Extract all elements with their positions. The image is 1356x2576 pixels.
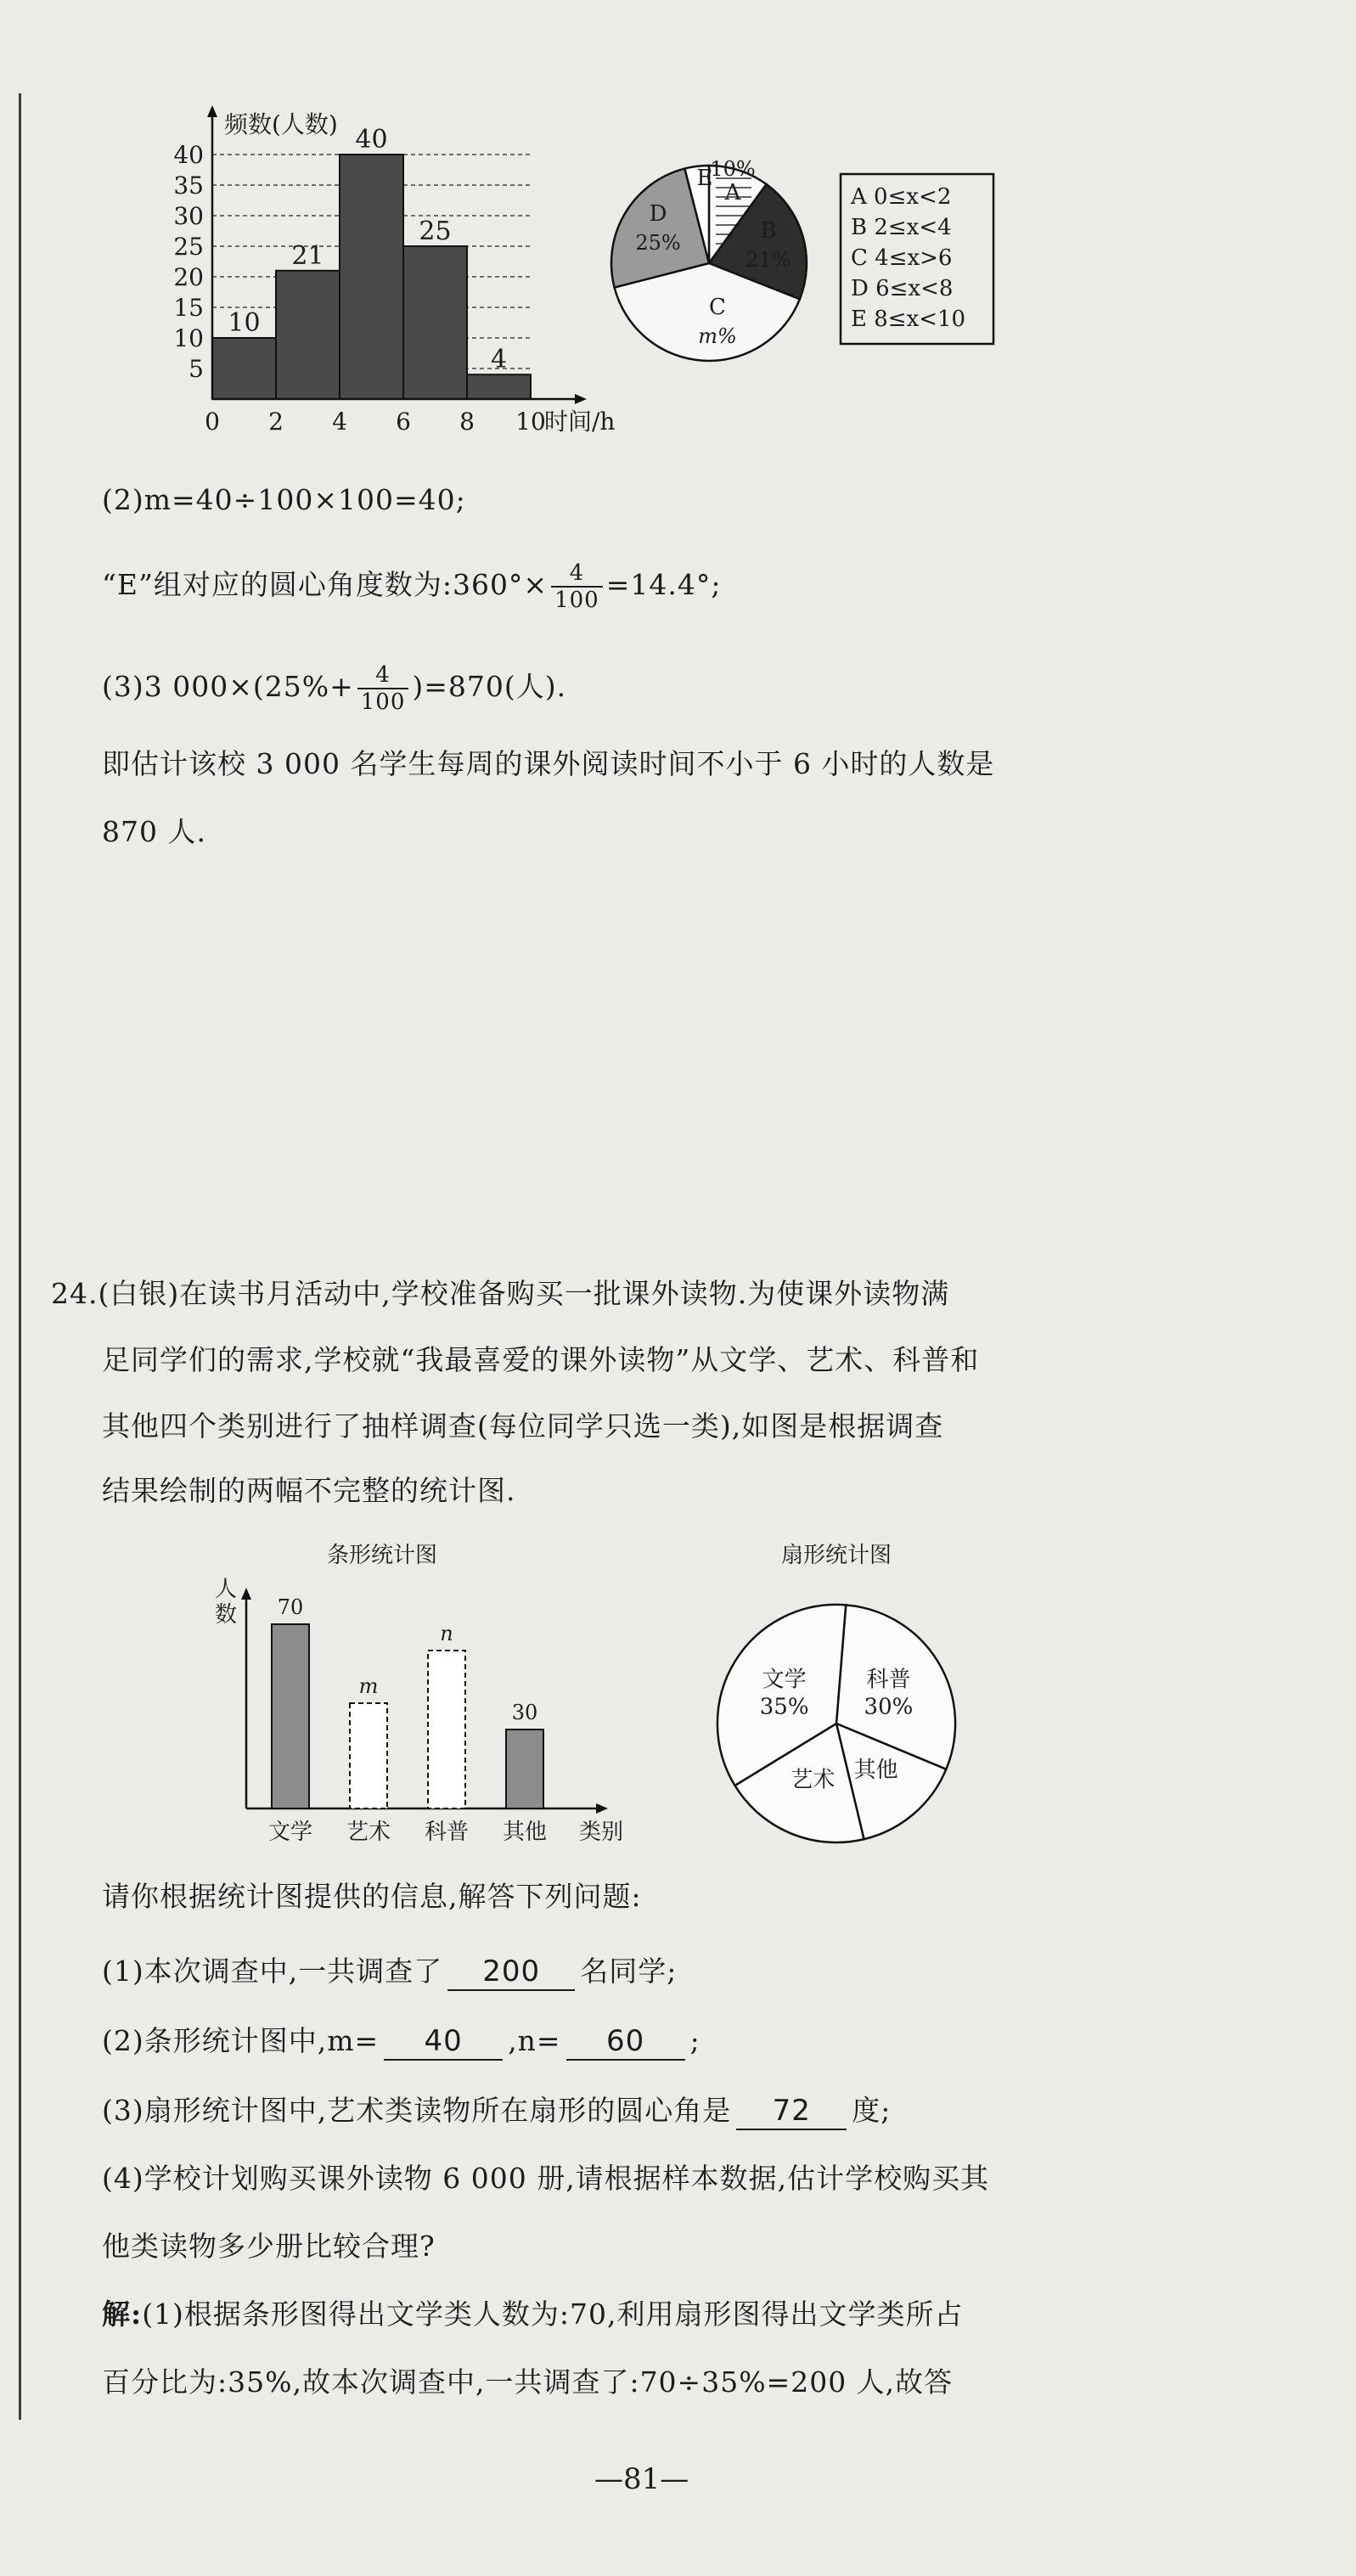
pie-slice-label: 艺术 — [791, 1767, 836, 1793]
solution-line-4: 即估计该校 3 000 名学生每周的课外阅读时间不小于 6 小时的人数是 — [102, 747, 995, 780]
category-bar — [428, 1651, 465, 1808]
category-pie-chart — [717, 1543, 955, 1842]
pie-legend — [841, 174, 993, 344]
histogram-bar — [212, 338, 276, 399]
pie-slice-label: 文学 — [762, 1667, 807, 1693]
x-tick-label: 0 — [205, 408, 220, 436]
sub-question-1-suffix: 名同学; — [580, 1954, 678, 1988]
bar-value-label: 25 — [419, 217, 452, 246]
bar-value-label: m — [358, 1674, 379, 1698]
legend-item: A 0≤x<2 — [851, 184, 952, 210]
pie-slice-value: 35% — [759, 1694, 809, 1720]
category-label: 文学 — [267, 1820, 313, 1845]
bar-value-label: 10 — [228, 308, 261, 338]
answer-blank-angle: 72 — [736, 2093, 847, 2130]
answer-blank-total: 200 — [447, 1954, 575, 1991]
y-tick-label: 5 — [188, 355, 204, 383]
sub-question-3-text: (3)扇形统计图中,艺术类读物所在扇形的圆心角是 — [102, 2094, 732, 2127]
legend-item: B 2≤x<4 — [851, 215, 952, 240]
histogram-bar — [276, 271, 340, 399]
y-tick-label: 35 — [173, 172, 204, 200]
sub-question-2 — [102, 2021, 701, 2061]
solution-text-a: (1)根据条形图得出文学类人数为:70,利用扇形图得出文学类所占 — [142, 2298, 964, 2331]
bar-value-label: 30 — [511, 1701, 538, 1724]
pie-slice-label: 科普 — [866, 1667, 911, 1693]
category-bar — [350, 1703, 387, 1808]
angle-text: “E”组对应的圆心角度数为:360°× — [102, 568, 549, 601]
sub-question-2-text: (2)条形统计图中,m= — [102, 2024, 380, 2057]
pie-slice-value: m% — [698, 324, 737, 348]
x-axis-label: 类别 — [578, 1820, 624, 1845]
solution-line-a — [102, 2294, 964, 2335]
histogram-bar — [340, 155, 403, 399]
legend-item: D 6≤x<8 — [851, 276, 954, 301]
x-tick-label: 10 — [515, 408, 546, 436]
pie-slice-value: 30% — [864, 1694, 914, 1720]
y-axis-label: 频数(人数) — [224, 110, 338, 138]
x-tick-label: 6 — [396, 408, 411, 436]
bar-value-label: 70 — [277, 1595, 304, 1619]
pie-chart-1 — [611, 157, 807, 361]
solution-line-b: 百分比为:35%,故本次调查中,一共调查了:70÷35%=200 人,故答 — [102, 2365, 954, 2399]
pie-slice-label: D — [649, 201, 667, 227]
legend-item: E 8≤x<10 — [851, 307, 966, 332]
bar-value-label: 21 — [291, 240, 324, 271]
pie-slice-value: 10% — [710, 157, 756, 181]
prompt-line: 请你根据统计图提供的信息,解答下列问题: — [102, 1880, 642, 1913]
category-label: 其他 — [502, 1820, 548, 1845]
calc-result: )=870(人). — [412, 670, 567, 703]
pie-slice-label: C — [709, 295, 726, 320]
bar-value-label: 40 — [355, 125, 388, 155]
margin-line — [19, 93, 21, 2420]
fraction — [357, 662, 409, 715]
category-label: 艺术 — [346, 1820, 391, 1845]
y-axis-label: 人 — [214, 1577, 238, 1602]
y-tick-label: 25 — [173, 233, 204, 261]
sub-question-4-line-2: 他类读物多少册比较合理? — [102, 2230, 436, 2263]
sub-question-4-line-1: (4)学校计划购买课外读物 6 000 册,请根据样本数据,估计学校购买其 — [102, 2162, 990, 2195]
sub-question-1 — [102, 1951, 677, 1992]
pie-slice-value: 21% — [746, 248, 791, 272]
solution-line-5: 870 人. — [102, 815, 206, 848]
solution-line-2: (2)m=40÷100×100=40; — [102, 483, 466, 516]
angle-result: =14.4°; — [605, 568, 722, 601]
pie-slice-label: 其他 — [853, 1757, 898, 1783]
y-axis-arrow — [207, 105, 217, 117]
chart-title: 条形统计图 — [326, 1543, 438, 1568]
figure-histogram-pie — [153, 93, 1002, 450]
y-tick-label: 15 — [173, 294, 204, 322]
x-tick-label: 2 — [268, 408, 284, 436]
pie-slice-label: A — [724, 180, 741, 205]
x-tick-label: 8 — [459, 408, 475, 436]
fraction-numerator: 4 — [357, 662, 409, 689]
question-24-line-3: 其他四个类别进行了抽样调查(每位同学只选一类),如图是根据调查 — [102, 1409, 944, 1443]
x-tick-label: 4 — [332, 408, 347, 436]
y-tick-label: 20 — [173, 263, 204, 291]
y-tick-label: 30 — [173, 202, 204, 230]
sub-question-2-end: ; — [689, 2024, 701, 2057]
category-label: 科普 — [424, 1820, 470, 1845]
category-bar-chart — [215, 1543, 623, 1845]
legend-item: C 4≤x>6 — [851, 245, 953, 271]
fraction-denominator: 100 — [554, 588, 599, 613]
x-axis-arrow — [575, 394, 587, 404]
pie-slice-label: B — [760, 218, 777, 244]
histogram-chart — [173, 105, 615, 436]
answer-blank-n: 60 — [566, 2023, 685, 2061]
fraction-numerator: 4 — [551, 560, 603, 588]
x-axis-label: 时间/h — [544, 408, 616, 436]
histogram-bar — [403, 246, 467, 399]
solution-line-angle — [102, 560, 721, 613]
bar-value-label: n — [440, 1622, 453, 1645]
chart-title: 扇形统计图 — [780, 1543, 892, 1568]
histogram-bar — [467, 374, 531, 399]
solution-line-3 — [102, 662, 566, 715]
question-24-line-1: 24.(白银)在读书月活动中,学校准备购买一批课外读物.为使课外读物满 — [51, 1277, 950, 1310]
sub-question-3 — [102, 2090, 891, 2131]
question-24-line-2: 足同学们的需求,学校就“我最喜爱的课外读物”从文学、艺术、科普和 — [102, 1343, 980, 1376]
sub-question-3-suffix: 度; — [852, 2094, 892, 2127]
category-bar — [272, 1624, 309, 1808]
y-axis-arrow — [241, 1588, 251, 1600]
page-number: —81— — [594, 2462, 689, 2496]
y-axis-label: 数 — [214, 1602, 238, 1628]
y-tick-label: 10 — [173, 324, 204, 352]
question-24-line-4: 结果绘制的两幅不完整的统计图. — [102, 1474, 516, 1507]
fraction — [551, 560, 603, 613]
fraction-denominator: 100 — [360, 689, 406, 715]
bar-value-label: 4 — [490, 345, 508, 375]
answer-blank-m: 40 — [384, 2023, 503, 2061]
calc-text: (3)3 000×(25%+ — [102, 670, 354, 703]
category-bar — [506, 1730, 543, 1808]
pie-slice-label: E — [696, 166, 713, 191]
pie-slice-value: 25% — [635, 231, 681, 255]
sub-question-1-text: (1)本次调查中,一共调查了 — [102, 1954, 443, 1988]
solution-label: 解: — [102, 2298, 143, 2331]
sub-question-2-n: ,n= — [508, 2024, 561, 2057]
figure-category-charts — [212, 1537, 1019, 1859]
x-axis-arrow — [596, 1803, 608, 1814]
y-tick-label: 40 — [173, 141, 204, 169]
